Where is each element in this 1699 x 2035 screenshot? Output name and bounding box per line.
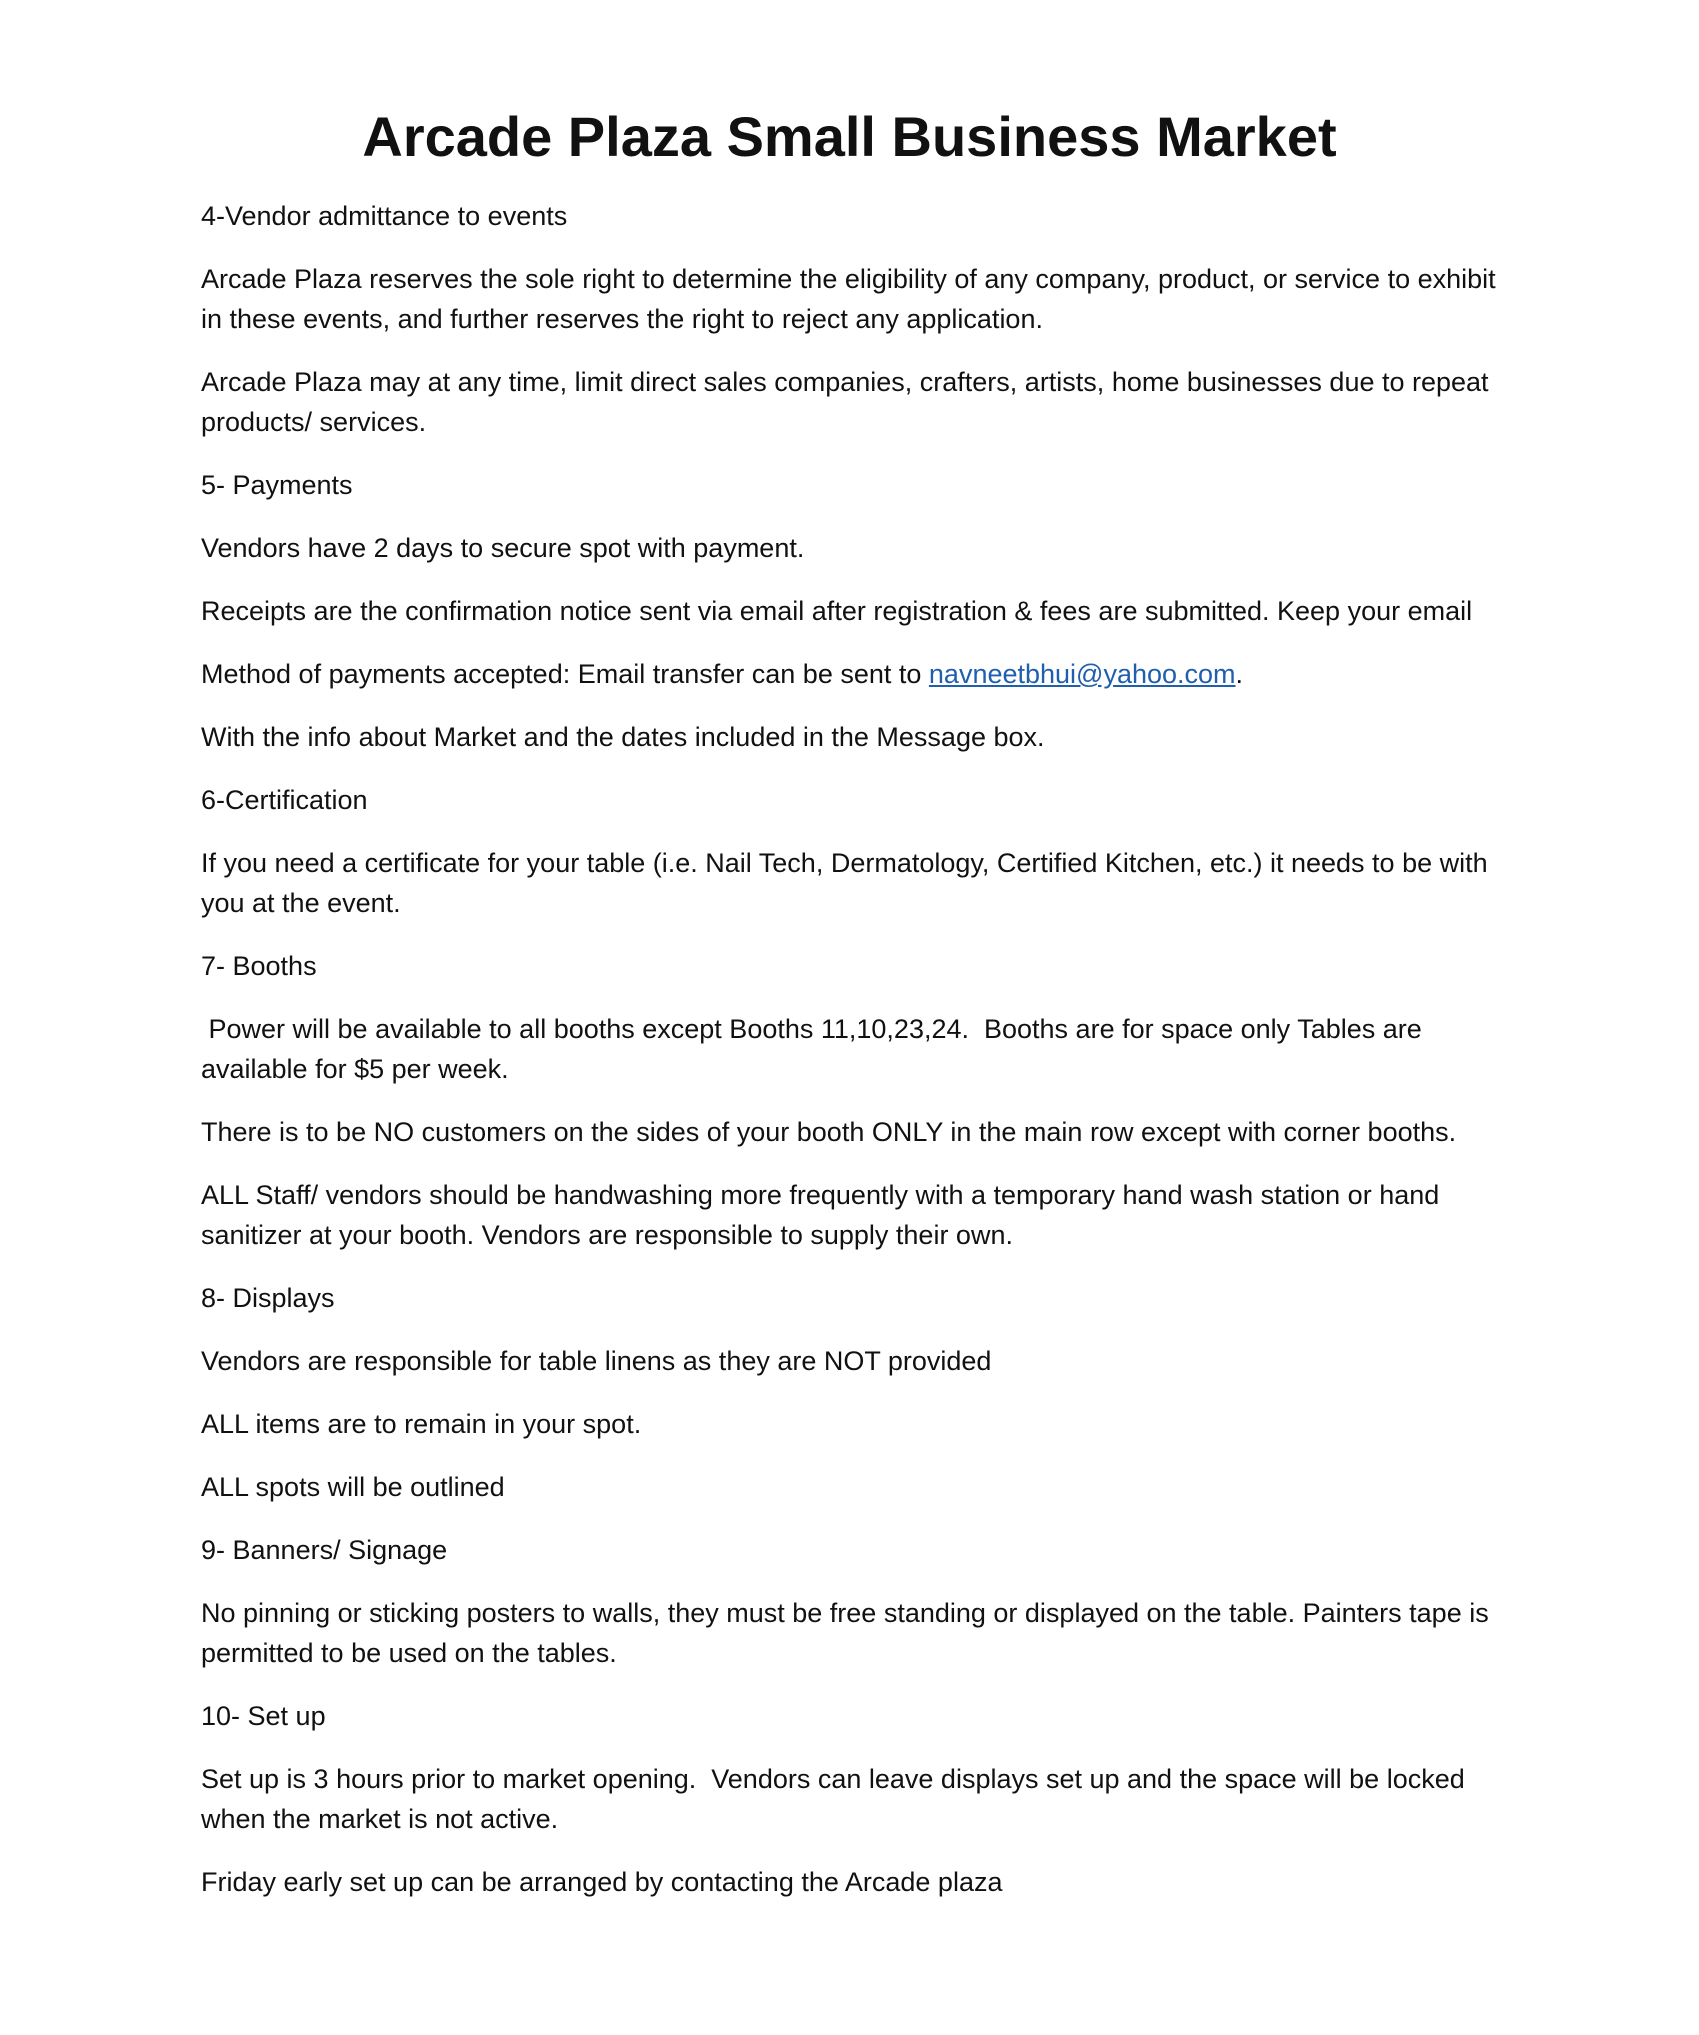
paragraph-linens: Vendors are responsible for table linens as they are NOT provided (201, 1346, 992, 1376)
section-heading-set-up: 10- Set up (201, 1701, 326, 1731)
section-heading-displays: 8- Displays (201, 1283, 335, 1313)
payment-method-text: Method of payments accepted: Email transfer can be sent to (201, 659, 929, 689)
section-heading-payments: 5- Payments (201, 470, 353, 500)
section-heading-booths: 7- Booths (201, 951, 317, 981)
paragraph-customers: There is to be NO customers on the sides of your booth ONLY in the main row except with corner booths. (201, 1117, 1457, 1147)
paragraph-friday-set-up: Friday early set up can be arranged by contacting the Arcade plaza (201, 1867, 1003, 1897)
paragraph-handwashing: ALL Staff/ vendors should be handwashing more frequently with a temporary hand wash station or hand sanitizer at your booth. Vendors are responsible to supply their own. (201, 1180, 1440, 1250)
paragraph-eligibility: Arcade Plaza reserves the sole right to determine the eligibility of any company, product, or service to exhibit in these events, and further reserves the right to reject any application. (201, 264, 1496, 334)
paragraph-payment-method (201, 654, 1521, 694)
paragraph-posters: No pinning or sticking posters to walls, they must be free standing or displayed on the table. Painters tape is permitted to be used on the tables. (201, 1598, 1489, 1668)
paragraph-limit-companies: Arcade Plaza may at any time, limit direct sales companies, crafters, artists, home businesses due to repeat products/ services. (201, 367, 1489, 437)
paragraph-certificate: If you need a certificate for your table (i.e. Nail Tech, Dermatology, Certified Kitchen, etc.) it needs to be with you at the event. (201, 848, 1488, 918)
section-heading-vendor-admittance: 4-Vendor admittance to events (201, 201, 568, 231)
document-title: Arcade Plaza Small Business Market (362, 105, 1337, 168)
paragraph-receipts: Receipts are the confirmation notice sent via email after registration & fees are submitted. Keep your email (201, 596, 1473, 626)
payment-email-link[interactable]: navneetbhui@yahoo.com (928, 659, 1236, 689)
document-body (201, 196, 1521, 1925)
paragraph-set-up-time: Set up is 3 hours prior to market opening. Vendors can leave displays set up and the space will be locked when the market is not active. (201, 1764, 1473, 1834)
section-heading-banners: 9- Banners/ Signage (201, 1535, 448, 1565)
payment-method-period: . (1235, 659, 1244, 689)
paragraph-payment-note: With the info about Market and the dates included in the Message box. (201, 722, 1045, 752)
paragraph-secure-spot: Vendors have 2 days to secure spot with payment. (201, 533, 805, 563)
paragraph-spots: ALL spots will be outlined (201, 1472, 505, 1502)
paragraph-power: Power will be available to all booths except Booths 11,10,23,24. Booths are for space only Tables are available for $5 per week. (201, 1014, 1430, 1084)
section-heading-certification: 6-Certification (201, 785, 368, 815)
paragraph-items: ALL items are to remain in your spot. (201, 1409, 642, 1439)
